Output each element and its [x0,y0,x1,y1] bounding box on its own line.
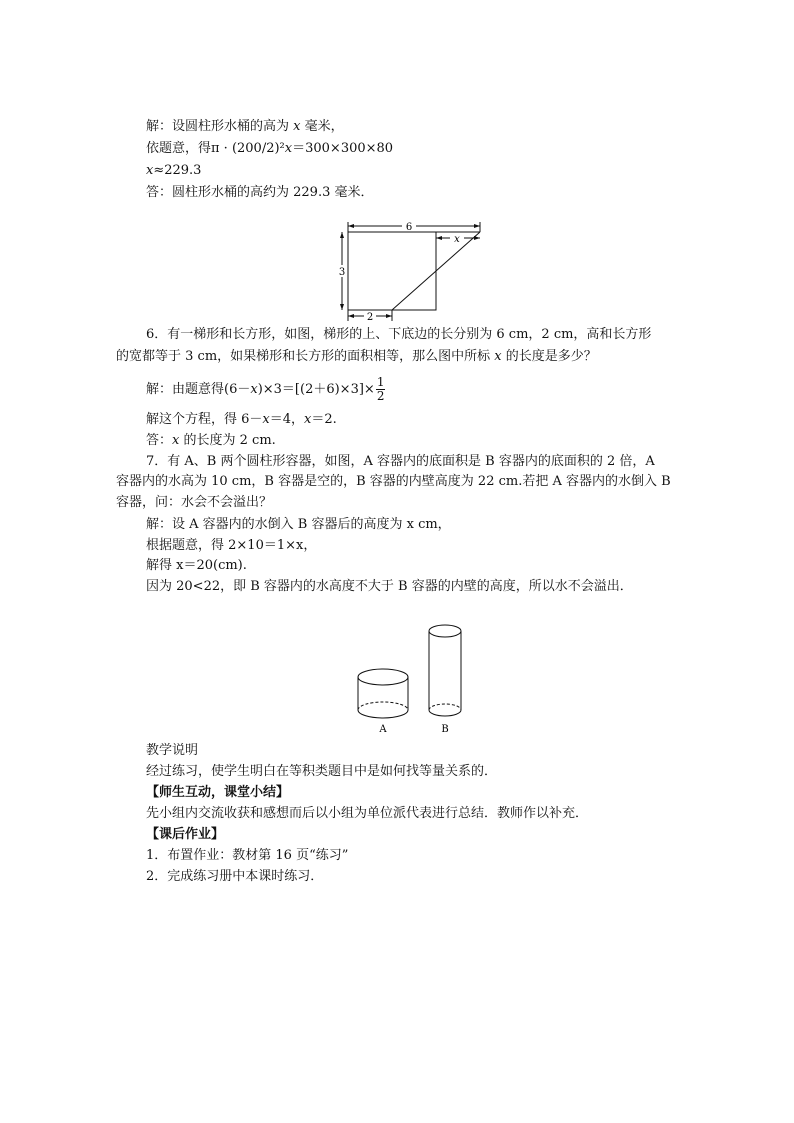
equation-suffix: ＝300×300×80 [292,141,394,156]
variable-x: x [304,412,312,427]
homework-item-2: 2．完成练习册中本课时练习． [146,869,324,884]
rectangle-shape [348,232,436,310]
variable-x: x [250,382,258,397]
cylinder-a-top [358,669,408,685]
variable-x: x [262,412,270,427]
variable-x: x [284,141,293,156]
section-interaction-text: 先小组内交流收获和感想而后以小组为单位派代表进行总结．教师作以补充． [146,806,589,821]
q7-statement-line1: 7．有 A、B 两个圆柱形容器，如图，A 容器内的底面积是 B 容器内的底面积的 2 倍，A [146,454,655,469]
cylinder-b-top [429,625,461,637]
q5-approx [146,161,201,181]
variable-x: x [494,349,502,364]
solution-text: 设圆柱形水桶的高为 [172,119,290,134]
variable-x: x [293,119,301,134]
top-length-label: 6 [405,222,413,233]
q7-solution-line1: 解：设 A 容器内的水倒入 B 容器后的高度为 x cm， [146,517,451,532]
height-label: 3 [338,267,346,278]
q6-statement-line2: 的宽都等于 3 cm，如果梯形和长方形的面积相等，那么图中所标 x 的长度是多少？ [116,349,597,364]
teaching-text: 经过练习，使学生明白在等积类题目中是如何找等量关系的． [146,764,498,779]
q7-solution-line2: 根据题意，得 2×10＝1×x， [146,538,317,553]
q7-statement-line2: 容器内的水高为 10 cm，B 容器是空的，B 容器的内壁高度为 22 cm.若把 A 容器内的水倒入 B [116,474,671,489]
teaching-heading: 教学说明 [146,743,199,758]
cylinders-figure [352,620,472,738]
q5-solution-line1 [146,117,344,137]
q7-statement-line3: 容器，问：水会不会溢出？ [116,495,273,510]
q5-answer: 答：圆柱形水桶的高约为 229.3 毫米． [146,185,374,200]
solution-label: 解： [146,119,173,134]
section-heading-interaction: 【师生互动，课堂小结】 [146,785,290,800]
q6-solve: 解这个方程，得 6－x＝4，x＝2. [146,412,337,427]
variable-x: x [172,433,180,448]
approx-value: ≈229.3 [153,163,202,178]
equation-prefix: 依题意，得π · (200/2)² [146,141,285,156]
q7-solution-line4: 因为 20<22，即 B 容器内的水高度不大于 B 容器的内壁的高度，所以水不会溢出． [146,579,633,594]
cylinder-a-label: A [379,724,387,735]
x-length-label: x [454,234,460,245]
solution-text: 毫米， [304,119,344,134]
homework-item-1: 1．布置作业：教材第 16 页“练习” [146,848,349,863]
section-heading-homework: 【课后作业】 [146,827,225,842]
q6-answer: 答：x 的长度为 2 cm. [146,433,276,448]
variable-x: x [146,163,154,178]
q5-equation [146,139,393,159]
trapezoid-rectangle-figure [330,222,490,322]
q6-solution-equation: 解：由题意得(6－x)×3＝[(2＋6)×3]× $\frac{1}{2}$ [146,375,385,403]
q7-solution-line3: 解得 x＝20(cm). [146,558,247,573]
fraction-one-half: $\frac{1}{2}$ [376,375,385,403]
bottom-length-label: 2 [366,312,374,322]
cylinder-b-label: B [441,724,449,735]
q6-statement-line1: 6．有一梯形和长方形，如图，梯形的上、下底边的长分别为 6 cm，2 cm，高和长方形 [146,327,652,342]
